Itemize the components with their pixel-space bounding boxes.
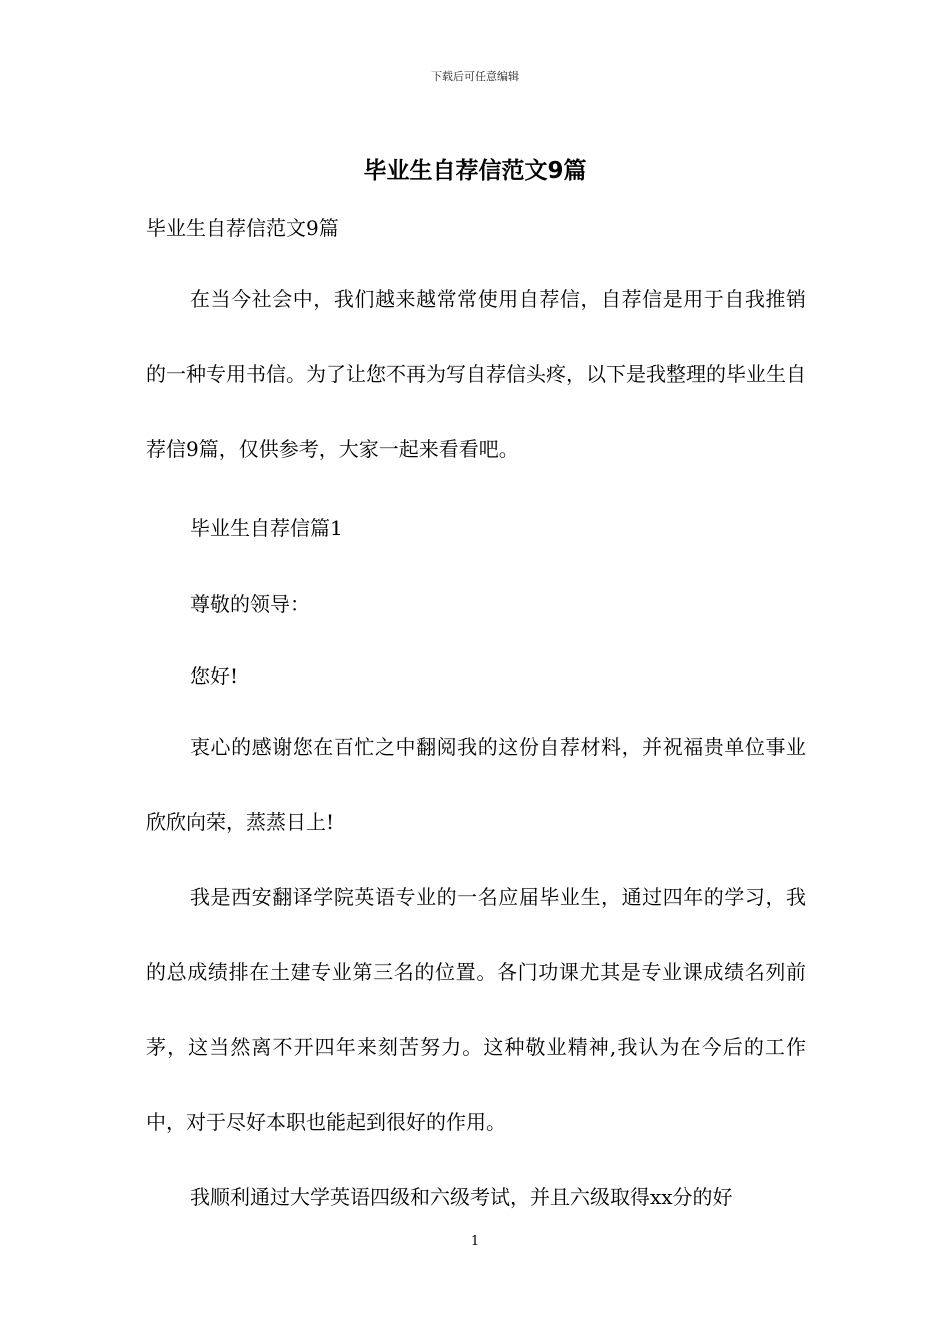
page-number: 1 bbox=[470, 1234, 480, 1249]
section-heading: 毕业生自荐信篇1 bbox=[190, 516, 343, 540]
english-paragraph: 我顺利通过大学英语四级和六级考试，并且六级取得xx分的好 bbox=[190, 1185, 733, 1209]
document-title: 毕业生自荐信范文9篇 bbox=[363, 158, 587, 184]
header-note: 下载后可任意编辑 bbox=[431, 70, 519, 83]
background-paragraph: 我是西安翻译学院英语专业的一名应届毕业生，通过四年的学习，我的总成绩排在土建专业第三名的位置。各门功课尤其是专业课成绩名列前茅，这当然离不开四年来刻苦努力。这种敬业精神,我认为在今后的工作中，对于尽好本职也能起到很好的作用。 bbox=[146, 885, 806, 1134]
thanks-paragraph: 衷心的感谢您在百忙之中翻阅我的这份自荐材料，并祝福贵单位事业欣欣向荣，蒸蒸日上! bbox=[146, 735, 806, 834]
document-subtitle: 毕业生自荐信范文9篇 bbox=[146, 216, 339, 240]
salutation: 尊敬的领导： bbox=[190, 592, 310, 616]
intro-paragraph: 在当今社会中，我们越来越常常使用自荐信，自荐信是用于自我推销的一种专用书信。为了让您不再为写自荐信头疼，以下是我整理的毕业生自荐信9篇，仅供参考，大家一起来看看吧。 bbox=[146, 287, 806, 461]
greeting: 您好! bbox=[190, 664, 239, 688]
